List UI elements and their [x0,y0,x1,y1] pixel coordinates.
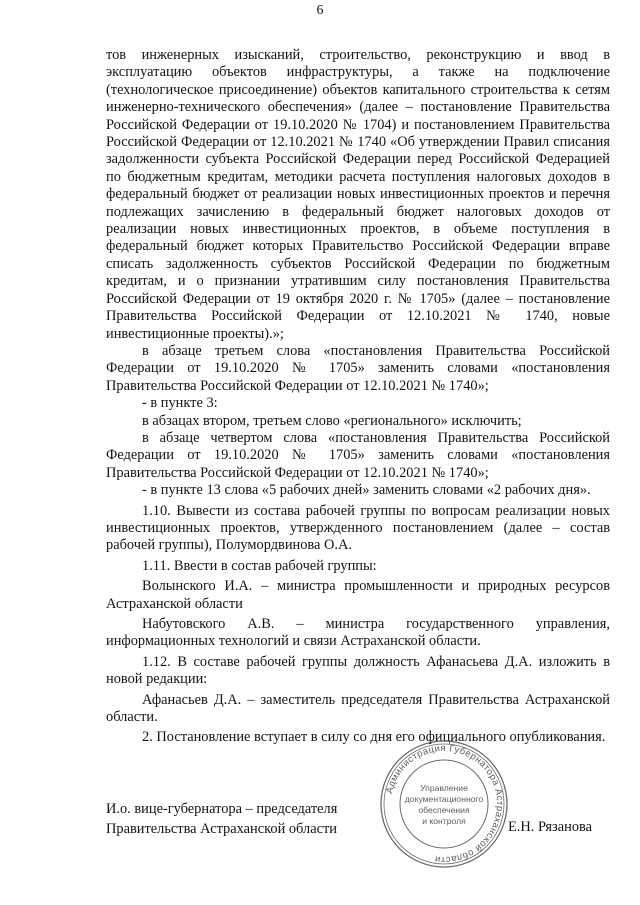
stamp-center-line: обеспечения [418,805,470,815]
signature-title-line: Правительства Астраханской области [106,821,337,837]
paragraph-member: Набутовского А.В. – министра государственного управления, информационных технологий и связи Астраханской области. [106,616,610,650]
official-seal-icon [378,738,510,870]
paragraph-1-11: 1.11. Ввести в состав рабочей группы: [142,557,377,574]
stamp-center-line: Управление [420,783,468,793]
signature-name: Е.Н. Рязанова [508,819,593,835]
paragraph-item-3: - в пункте 3: [142,395,218,412]
stamp-center-line: и контроля [422,816,466,826]
paragraph-amendment: в абзаце третьем слова «постановления Правительства Российской Федерации от 19.10.2020 № 1705» заменить словами «постановления Правительства Российской Федерации от 12.10.2021 № 1740»; [106,342,610,394]
paragraph-member: Волынского И.А. – министра промышленности и природных ресурсов Астраханской области [106,578,610,612]
signature-title-line: И.о. вице-губернатора – председателя [106,801,338,817]
page-number: 6 [316,3,324,18]
paragraph-item-13: - в пункте 13 слова «5 рабочих дней» заменить словами «2 рабочих дня». [142,482,591,499]
signature-title [106,799,337,839]
paragraph-1-10: 1.10. Вывести из состава рабочей группы по вопросам реализации новых инвестиционных проектов, утвержденного постановлением (далее – состав рабочей группы), Полумордвинова О.А. [106,502,610,554]
paragraph-amendment: в абзаце четвертом слова «постановления Правительства Российской Федерации от 19.10.2020 № 1705» заменить словами «постановления Правительства Российской Федерации от 12.10.2021 № 1740»; [106,429,610,481]
document-body [106,47,610,747]
stamp-ring-text: Администрация Губернатора Астраханской области [384,742,506,866]
paragraph-continuation: тов инженерных изысканий, строительство, реконструкцию и ввод в эксплуатацию объектов инфраструктуры, а также на подключение (технологическое присоединение) объектов капитального строительства к сетям инженерно-технического обеспечения» (далее – постановление Правительства Российской Федерации от 19.10.2020 № 1704) и постановлением Правительства Российской Федерации от 12.10.2021 № 1740 «Об утверждении Правил списания задолженности субъекта Российской Федерации перед Российской Федерацией по бюджетным кредитам, методики расчета поступления налоговых доходов в федеральный бюджет от реализации новых инвестиционных проектов и перечня подлежащих зачислению в федеральный бюджет налоговых доходов от реализации новых инвестиционных проектов, в объеме поступления в федеральный бюджет которых Правительство Российской Федерации вправе списать задолженность субъектов Российской Федерации по бюджетным кредитам, и о признании утратившим силу постановления Правительства Российской Федерации от 19 октября 2020 г. № 1705» (далее – постановление Правительства Российской Федерации от 12.10.2021 № 1740, новые инвестиционные проекты).»; [106,47,610,342]
paragraph-2: 2. Постановление вступает в силу со дня его официального опубликования. [142,729,606,746]
paragraph-1-12: 1.12. В составе рабочей группы должность Афанасьева Д.А. изложить в новой редакции: [106,653,610,688]
paragraph-amendment: в абзацах втором, третьем слово «регионального» исключить; [142,412,522,429]
stamp-center-line: документационного [404,794,484,804]
paragraph-member: Афанасьев Д.А. – заместитель председателя Правительства Астраханской области. [106,691,610,726]
